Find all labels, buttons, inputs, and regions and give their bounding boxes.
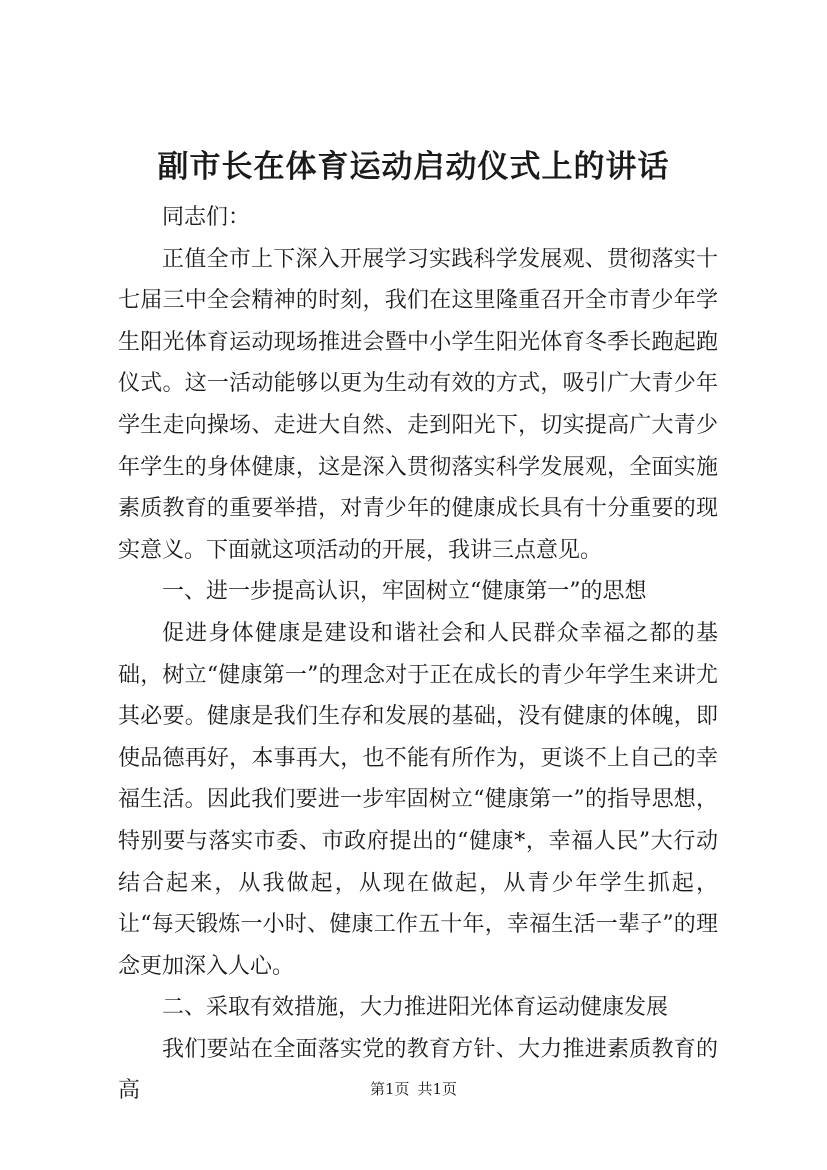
page-total: 共1页 bbox=[417, 1080, 458, 1098]
page-number: 第1页 bbox=[369, 1080, 410, 1098]
paragraph-section-2: 我们要站在全面落实党的教育方针、大力推进素质教育的高 bbox=[118, 1036, 718, 1104]
section-heading-2: 二、采取有效措施，大力推进阳光体育运动健康发展 bbox=[162, 995, 669, 1021]
paragraph-section-1: 促进身体健康是建设和谐社会和人民群众幸福之都的基础，树立“健康第一”的理念对于正在成长的青少年学生来讲尤其必要。健康是我们生存和发展的基础，没有健康的体魄，即使品德再好，本事再大，也不能有所作为，更谈不上自己的幸福生活。因此我们要进一步牢固树立“健康第一”的指导思想，特别要与落实市委、市政府提出的“健康*，幸福人民”大行动结合起来，从我做起，从现在做起，从青少年学生抓起，让“每天锻炼一小时、健康工作五十年，幸福生活一辈子”的理念更加深入人心。 bbox=[118, 620, 718, 979]
paragraph-intro: 正值全市上下深入开展学习实践科学发展观、贯彻落实十七届三中全会精神的时刻，我们在这里隆重召开全市青少年学生阳光体育运动现场推进会暨中小学生阳光体育冬季长跑起跑仪式。这一活动能够以更为生动有效的方式，吸引广大青少年学生走向操场、走进大自然、走到阳光下，切实提高广大青少年学生的身体健康，这是深入贯彻落实科学发展观，全面实施素质教育的重要举措，对青少年的健康成长具有十分重要的现实意义。下面就这项活动的开展，我讲三点意见。 bbox=[118, 246, 718, 563]
salutation: 同志们： bbox=[162, 205, 251, 230]
body-text bbox=[118, 197, 718, 1112]
page-footer bbox=[0, 1077, 827, 1101]
page-title: 副市长在体育运动启动仪式上的讲话 bbox=[157, 149, 670, 185]
section-heading-1: 一、进一步提高认识，牢固树立“健康第一”的思想 bbox=[162, 579, 647, 605]
